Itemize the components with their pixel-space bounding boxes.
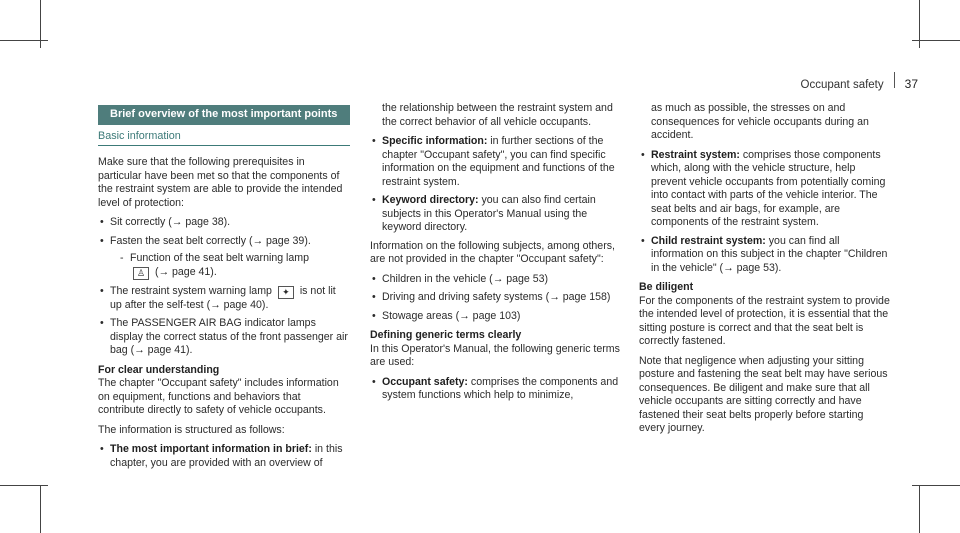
term: Occupant safety: <box>382 375 468 388</box>
crop-mark <box>919 485 920 533</box>
list-item <box>370 194 623 235</box>
paragraph: Note that negligence when adjusting your sitting posture and fastening the seat belt may have serious consequences. Be diligent and make sure that all vehicle occupants are sitting correctly and have fastened their seat belts properly before starting every journey. <box>639 354 888 434</box>
paragraph: The information is structured as follows: <box>98 423 285 436</box>
prerequisite-list <box>98 216 350 358</box>
crop-mark <box>912 485 960 486</box>
running-header <box>801 72 918 91</box>
list-item: • Driving and driving safety systems (→ page 158) <box>370 291 623 305</box>
crop-mark <box>912 40 960 41</box>
list-item-text: in this chapter, you are provided with an overview of <box>110 443 343 469</box>
list-item <box>639 235 891 276</box>
section-banner: Brief overview of the most important points <box>98 105 350 125</box>
terms-list <box>370 376 623 403</box>
list-item <box>370 376 623 403</box>
list-item-text: The restraint system warning lamp <box>110 284 272 297</box>
paragraph: For the components of the restraint system to provide the intended level of protection, it is essential that the sitting posture is correct and that the seat belt is correctly fastened. <box>639 294 890 347</box>
column-right <box>639 102 891 442</box>
paragraph: as much as possible, the stresses on and consequences for vehicle occupants during an accident. <box>651 102 869 141</box>
list-item <box>98 443 350 470</box>
paragraph: The chapter "Occupant safety" includes information on equipment, functions and behaviors that contribute directly to safety of vehicle occupants. <box>98 377 339 416</box>
structure-list <box>370 135 623 235</box>
column-middle <box>370 102 623 408</box>
list-item-text: comprises those components which, along with the vehicle structure, help prevent vehicle occupants from potentially coming into contact with parts of the vehicle interior. The seat belts and air bags, for example, are components of the restraint system. <box>651 148 886 228</box>
seat-belt-warning-icon: ♙ <box>133 267 149 280</box>
list-item <box>98 285 350 313</box>
crop-mark <box>40 485 41 533</box>
paragraph: Information on the following subjects, among others, are not provided in the chapter "Occupant safety": <box>370 239 615 265</box>
term: Keyword directory: <box>382 194 479 206</box>
header-divider <box>894 72 895 88</box>
list-item <box>639 149 891 230</box>
list-item: • The PASSENGER AIR BAG indicator lamps display the correct status of the front passenger air bag (→ page 41). <box>98 317 350 358</box>
paragraph: the relationship between the restraint system and the correct behavior of all vehicle occupants. <box>382 102 613 128</box>
terms-list <box>639 149 891 276</box>
list-item-text: is not lit up after the self-test (→ page 40). <box>110 284 336 311</box>
list-item-text: Function of the seat belt warning lamp <box>130 252 310 264</box>
term: Specific information: <box>382 135 488 147</box>
sub-list <box>110 252 350 280</box>
term: Restraint system: <box>651 148 740 161</box>
restraint-system-warning-icon: ✦ <box>278 286 294 299</box>
list-item-text: Fasten the seat belt correctly (→ page 39). <box>110 234 311 247</box>
list-item: • Sit correctly (→ page 38). <box>98 216 350 230</box>
section-title: Occupant safety <box>800 79 884 91</box>
paragraph: In this Operator's Manual, the following generic terms are used: <box>370 342 620 368</box>
list-item-text: you can also find certain subjects in this Operator's Manual using the keyword directory. <box>382 194 596 233</box>
subheading: Basic information <box>98 130 350 147</box>
list-item <box>370 135 623 189</box>
page-number: 37 <box>904 77 918 91</box>
sub-list-item <box>110 252 350 280</box>
column-left <box>98 105 350 475</box>
crop-mark <box>0 485 48 486</box>
term: Child restraint system: <box>651 234 766 247</box>
list-item: • Stowage areas (→ page 103) <box>370 310 623 324</box>
list-item: • Children in the vehicle (→ page 53) <box>370 273 623 287</box>
list-item-text: you can find all information on this subject in the chapter "Children in the vehicle" (→ page 53). <box>651 234 888 274</box>
list-item <box>98 235 350 280</box>
heading-clear-understanding: For clear understanding <box>98 363 220 376</box>
crop-mark <box>0 40 48 41</box>
list-item-text: comprises the components and system functions which help to minimize, <box>382 375 619 401</box>
list-item-text: in further sections of the chapter "Occupant safety", you can find specific information on the equipment and functions of the restraint system. <box>382 135 615 188</box>
subject-list <box>370 273 623 324</box>
heading-be-diligent: Be diligent <box>639 281 694 293</box>
list-item-text: (→ page 41). <box>154 265 217 278</box>
term: The most important information in brief: <box>110 443 312 455</box>
heading-generic-terms: Defining generic terms clearly <box>370 329 522 341</box>
intro-paragraph: Make sure that the following prerequisites in particular have been met so that the components of the restraint system are able to provide the intended level of protection: <box>98 156 343 209</box>
structure-list <box>98 443 350 470</box>
